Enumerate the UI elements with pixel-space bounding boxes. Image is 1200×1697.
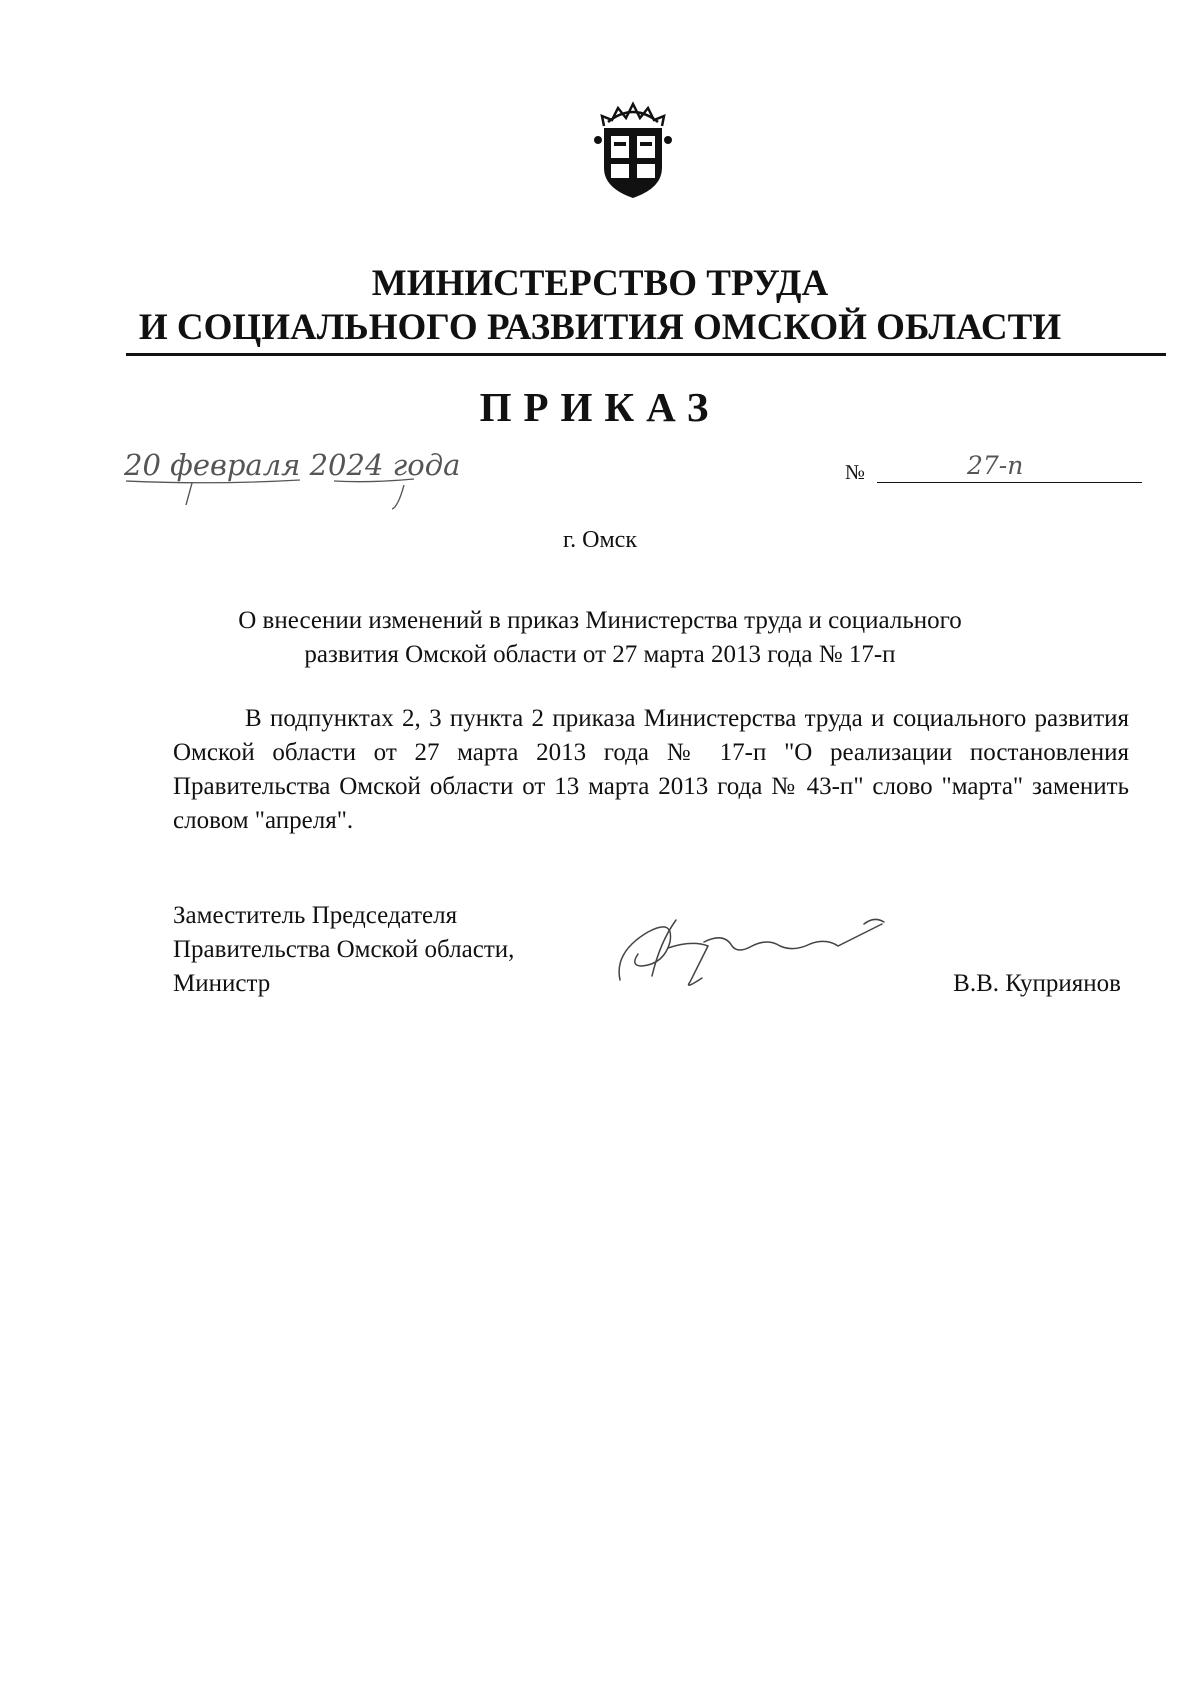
number-handwritten-text: 27-п [967, 451, 1024, 480]
subject-line-2: развития Омской области от 27 марта 2013 года № 17-п [304, 641, 896, 668]
city-label: г. Омск [563, 527, 637, 553]
order-number-block [845, 448, 1145, 488]
handwritten-date [122, 447, 482, 517]
coat-of-arms-icon [594, 92, 672, 202]
position-line-3: Министр [173, 970, 271, 997]
header-rule [126, 353, 1166, 356]
ministry-name-line-2: И СОЦИАЛЬНОГО РАЗВИТИЯ ОМСКОЙ ОБЛАСТИ [138, 307, 1062, 348]
signer-position [173, 899, 593, 1001]
order-body-paragraph: В подпунктах 2, 3 пункта 2 приказа Министерства труда и социального развития Омской области от 27 марта 2013 года № 17-п "О реализации постановления Правительства Омской области от 13 марта 2013 года № 43-п" слово "марта" заменить словом "апреля". [173, 705, 1129, 834]
order-subject [170, 604, 1030, 672]
handwritten-number [965, 448, 1085, 484]
signer-name: В.В. Куприянов [953, 970, 1121, 997]
subject-line-1: О внесении изменений в приказ Министерства труда и социального [238, 607, 962, 634]
ministry-name [100, 262, 1100, 350]
document-type-title: ПРИКАЗ [479, 384, 721, 430]
ministry-name-line-1: МИНИСТЕРСТВО ТРУДА [371, 263, 829, 304]
position-line-2: Правительства Омской области, [173, 936, 515, 963]
date-handwritten-text: 20 февраля 2024 года [124, 448, 461, 482]
position-line-1: Заместитель Председателя [173, 902, 458, 929]
handwritten-signature [612, 902, 892, 992]
number-label: № [845, 460, 866, 484]
